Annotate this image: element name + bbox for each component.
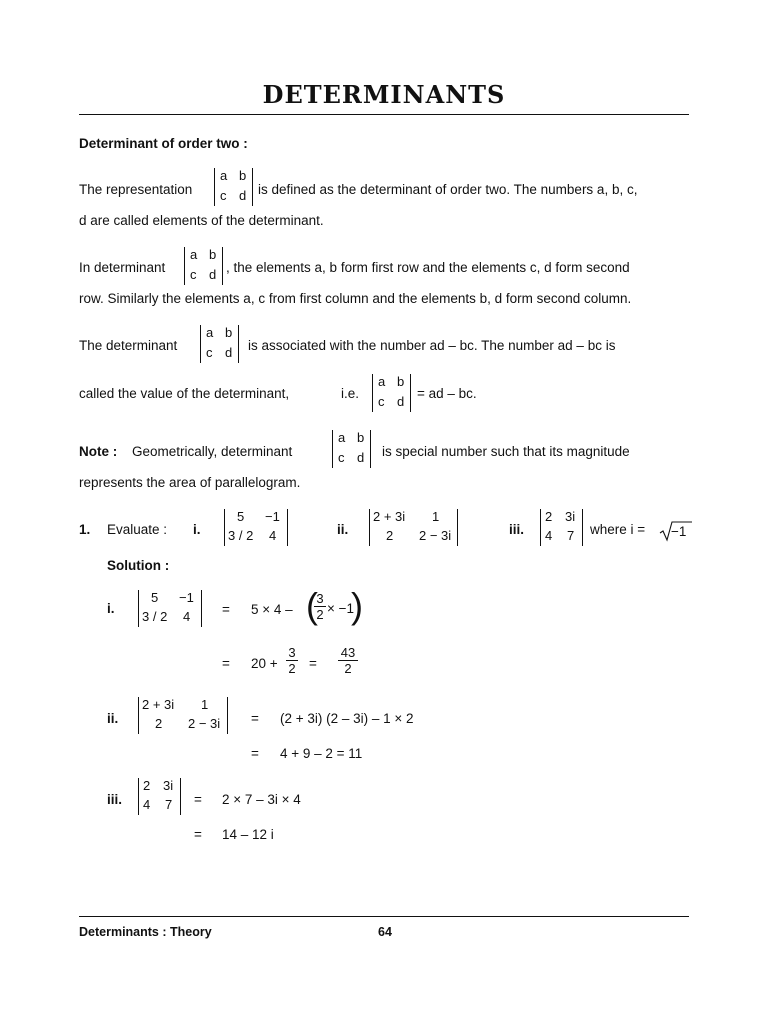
para3-line2: called the value of the determinant, [79,386,290,401]
det-b: b [225,325,233,340]
det-cell: 3i [163,778,174,793]
para1-post: is defined as the determinant of order two. The numbers a, b, c, [258,182,638,197]
det-a: a [206,325,214,340]
det-d: d [239,188,247,203]
note-pre: Geometrically, determinant [132,444,293,459]
where-text: where i = [590,522,646,537]
det-a: a [378,374,386,389]
det-cell: −1 [179,590,194,605]
det-c: c [206,345,213,360]
det-cell: 2 [386,528,394,543]
title-rule [79,114,689,115]
det-cell: 1 [201,697,209,712]
det-d: d [397,394,405,409]
footer-rule [79,916,689,917]
det-cell: 4 [183,609,191,624]
fraction-numerator: 43 [338,645,358,661]
det-cell: 5 [151,590,159,605]
paren-left: ( [306,585,318,626]
det-cell: 3 / 2 [228,528,254,543]
det-cell: 2 + 3i [142,697,175,712]
question-det-i [224,509,288,546]
determinant-abcd [332,430,371,468]
fraction-denominator: 2 [344,661,352,676]
solution-iii-eq2: = [194,827,202,842]
det-b: b [357,430,365,445]
det-cell: 5 [237,509,245,524]
det-cell: 4 [269,528,277,543]
det-c: c [220,188,227,203]
para2-post: , the elements a, b form first row and the elements c, d form second [226,260,630,275]
question-det-iii [540,509,583,546]
footer-title: Determinants : Theory [79,925,212,939]
solution-i-eq2: = [222,656,230,671]
para1-pre: The representation [79,182,193,197]
det-cell: 2 − 3i [188,716,221,731]
solution-det-ii [138,697,228,734]
fraction-denominator: 2 [288,661,296,676]
solution-i-step1-post: × −1 [327,601,355,616]
solution-ii-step1: (2 + 3i) (2 – 3i) – 1 × 2 [280,711,414,726]
paren-right: ) [351,585,363,626]
solution-iii-eq: = [194,792,202,807]
para3-pre: The determinant [79,338,178,353]
solution-ii-eq: = [251,711,259,726]
question-i-label: i. [193,522,201,537]
det-b: b [397,374,405,389]
det-a: a [220,168,228,183]
solution-iii-step1: 2 × 7 – 3i × 4 [222,792,301,807]
section-heading: Determinant of order two : [79,136,248,151]
note-post: is special number such that its magnitude [382,444,630,459]
det-c: c [378,394,385,409]
det-a: a [338,430,346,445]
para3-post: is associated with the number ad – bc. The number ad – bc is [248,338,616,353]
solution-det-iii [138,778,181,815]
solution-i-step2-eq: = [309,656,317,671]
det-cell: 4 [545,528,553,543]
question-ii-label: ii. [337,522,349,537]
det-cell: 3 / 2 [142,609,168,624]
solution-i-step2-pre: 20 + [251,656,278,671]
det-c: c [338,450,345,465]
solution-iii-step2: 14 – 12 i [222,827,274,842]
ie-label: i.e. [341,386,360,401]
solution-i-eq: = [222,602,230,617]
solution-i-step1-pre: 5 × 4 – [251,602,293,617]
determinant-abcd [214,168,253,206]
solution-heading: Solution : [107,558,170,573]
det-cell: 4 [143,797,151,812]
para3-line2-post: = ad – bc. [417,386,477,401]
determinant-abcd [200,325,239,363]
solution-iii-label: iii. [107,792,123,807]
det-b: b [209,247,217,262]
determinant-abcd [184,247,223,285]
fraction-denominator: 2 [316,607,324,622]
page-number: 64 [378,925,392,939]
note-label: Note : [79,444,118,459]
solution-ii-step2: 4 + 9 – 2 = 11 [280,746,363,761]
solution-i-step2-fraction [286,645,298,676]
det-c: c [190,267,197,282]
det-cell: 3i [565,509,576,524]
solution-ii-eq2: = [251,746,259,761]
fraction-numerator: 3 [314,591,326,607]
note-line2: represents the area of parallelogram. [79,475,301,490]
det-cell: 2 [143,778,151,793]
determinant-abcd [372,374,411,412]
question-label: Evaluate : [107,522,168,537]
solution-i-fraction [314,591,326,622]
page-title: DETERMINANTS [262,80,506,109]
det-b: b [239,168,247,183]
det-a: a [190,247,198,262]
sqrt-argument: −1 [671,524,687,539]
question-iii-label: iii. [509,522,525,537]
solution-ii-label: ii. [107,711,119,726]
para2-pre: In determinant [79,260,166,275]
det-d: d [225,345,233,360]
det-cell: −1 [265,509,280,524]
det-cell: 7 [567,528,575,543]
solution-det-i [138,590,202,627]
det-d: d [357,450,365,465]
det-cell: 2 − 3i [419,528,452,543]
det-cell: 2 [545,509,553,524]
question-number: 1. [79,522,91,537]
fraction-numerator: 3 [286,645,298,661]
solution-i-result-fraction [338,645,358,676]
question-det-ii [369,509,458,546]
para1-line2: d are called elements of the determinant. [79,213,324,228]
det-cell: 1 [432,509,440,524]
para2-line2: row. Similarly the elements a, c from first column and the elements b, d form second column. [79,291,632,306]
det-d: d [209,267,217,282]
solution-i-label: i. [107,601,115,616]
det-cell: 2 + 3i [373,509,406,524]
det-cell: 2 [155,716,163,731]
det-cell: 7 [165,797,173,812]
